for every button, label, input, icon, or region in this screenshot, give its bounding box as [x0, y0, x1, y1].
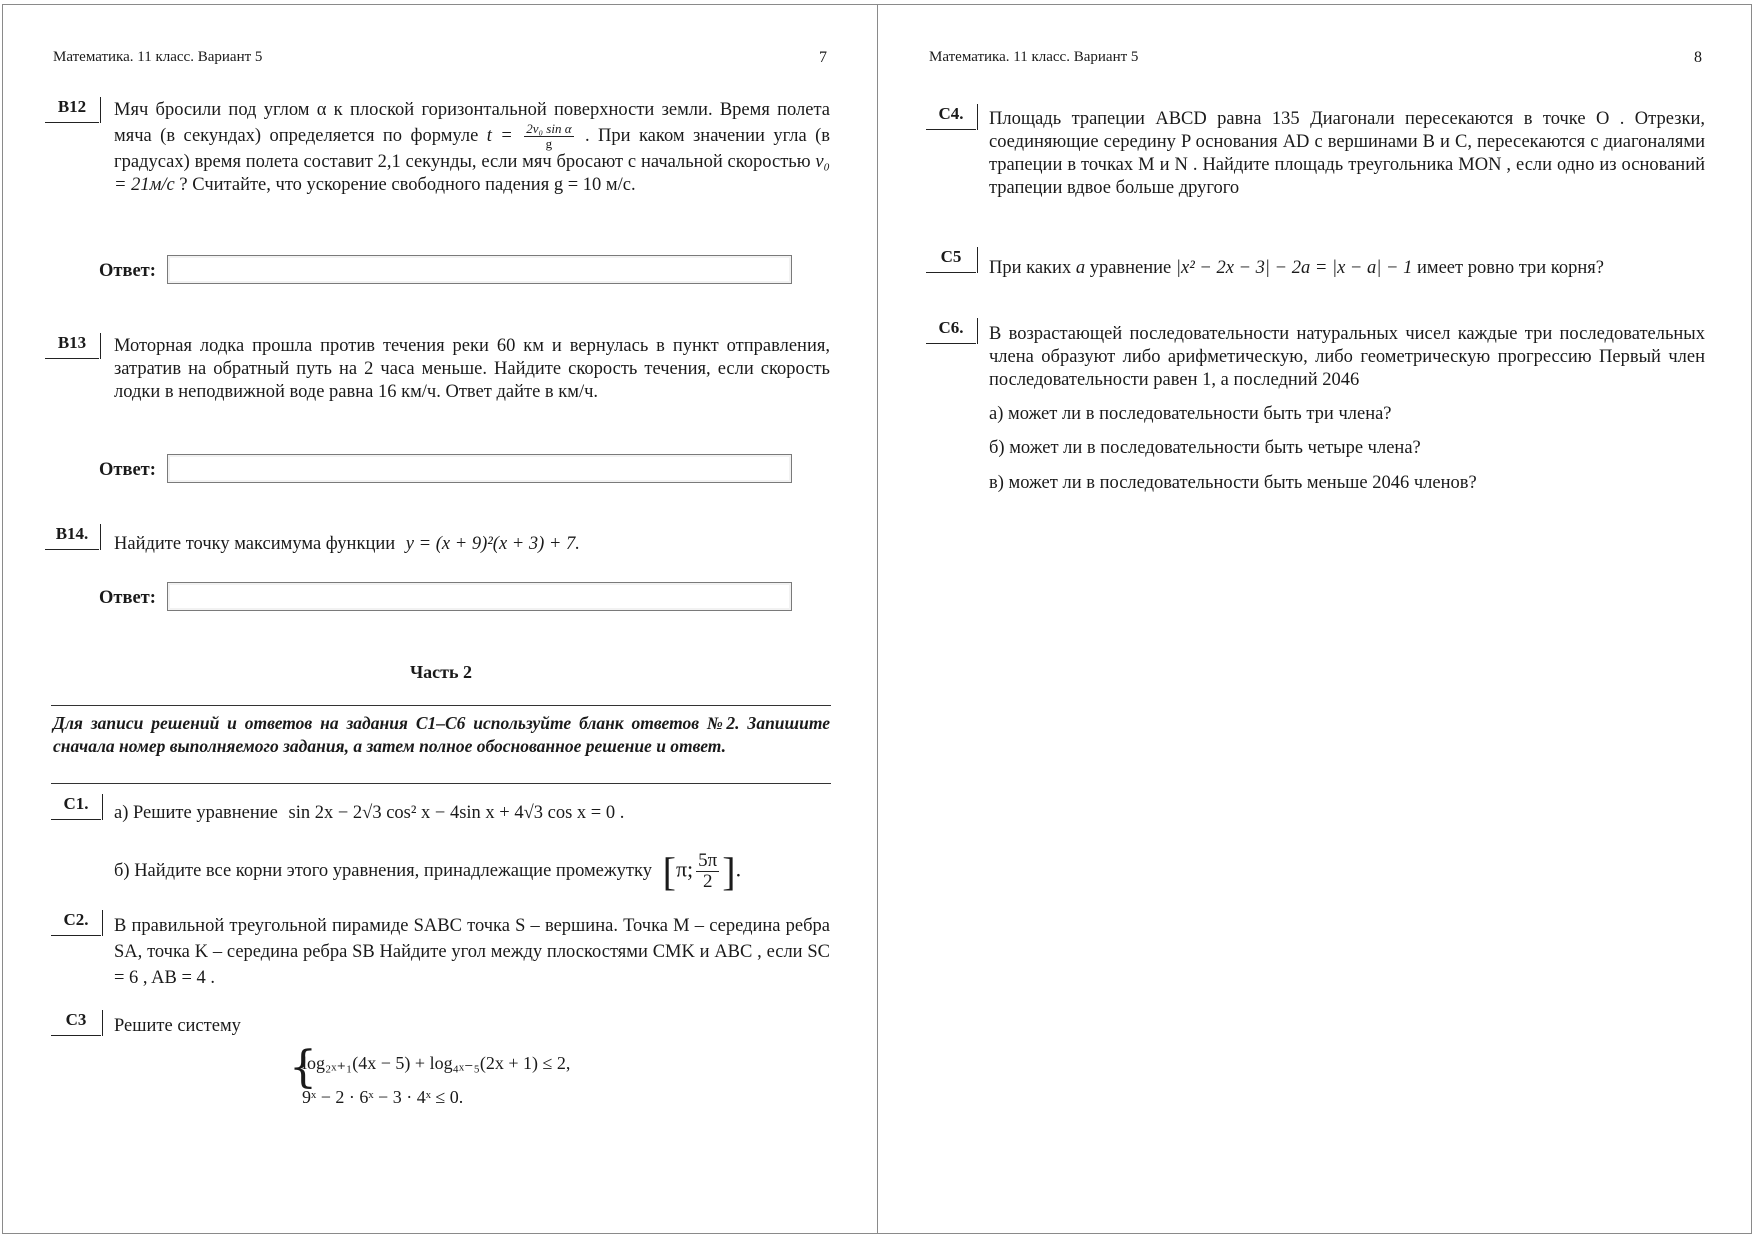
c3-line1: log₂ₓ₊₁(4x − 5) + log₄ₓ₋₅(2x + 1) ≤ 2,: [302, 1053, 571, 1073]
label-divider: [102, 910, 103, 936]
c1-a-text: а) Решите уравнение: [114, 803, 278, 823]
task-c4-text: Площадь трапеции ABCD равна 135 Диагонали пересекаются в точке O . Отрезки, соединяющие середину P основания AD с вершинами B и C, пересекаются с диагоналями трапеции в точках M и N . Найдите площадь треугольника MON , если одно из оснований трапеции вдвое больше другого: [989, 109, 1705, 198]
task-c2-text: В правильной треугольной пирамиде SABC точка S – вершина. Точка M – середина ребра SA, точка K – середина ребра SB Найдите угол между плоскостями CMK и ABC , если SC = 6 , AB = 4 .: [114, 916, 830, 988]
answer-field-b13[interactable]: [167, 454, 792, 483]
b12-formula-fraction: [524, 122, 573, 151]
divider-top: [51, 705, 831, 706]
label-divider: [100, 333, 101, 359]
system-brace: {: [289, 1042, 317, 1093]
label-divider: [977, 247, 978, 273]
part2-title: Часть 2: [409, 662, 473, 682]
part2-instructions: Для записи решений и ответов на задания С1–С6 используйте бланк ответов №2. Запишите сначала номер выполняемого задания, а затем полное обоснованное решение и ответ.: [53, 713, 830, 756]
answer-label-b12: Ответ:: [99, 261, 156, 281]
c5-text-a: При каких: [989, 258, 1072, 278]
answer-field-b12[interactable]: [167, 255, 792, 284]
bracket-left: [: [662, 849, 676, 894]
b14-text: Найдите точку максимума функции: [114, 534, 396, 554]
label-divider: [102, 794, 103, 820]
c5-text-c: имеет ровно три корня?: [1416, 258, 1604, 278]
label-divider: [102, 1010, 103, 1036]
task-c5-text: [989, 257, 1705, 280]
task-label-c1: C1.: [51, 794, 101, 820]
task-label-c5: C5: [926, 247, 976, 273]
b12-text-b: . При каком значении угла (в градусах) время полета составит 2,1 секунды, если мяч бросают с начальной скоростью: [114, 125, 830, 172]
c6-question-a: а) может ли в последовательности быть три члена?: [989, 404, 1392, 424]
answer-field-b14[interactable]: [167, 582, 792, 611]
task-label-b14: B14.: [45, 524, 99, 550]
task-label-b13: B13: [45, 333, 99, 359]
task-label-c4: C4.: [926, 104, 976, 130]
label-divider: [100, 97, 101, 123]
b12-formula-lhs: t =: [486, 125, 513, 146]
b12-formula-num: 2v₀ sin α: [526, 121, 572, 136]
label-divider: [977, 318, 978, 344]
divider-bottom: [51, 783, 831, 784]
b12-text-c: ? Считайте, что ускорение свободного падения g = 10 м/с.: [179, 175, 636, 195]
task-label-b12: B12: [45, 97, 99, 123]
c1-b-text: б) Найдите все корни этого уравнения, принадлежащие промежутку: [114, 860, 652, 881]
page-number: 8: [1694, 49, 1702, 66]
page-header: Математика. 11 класс. Вариант 5: [53, 49, 263, 65]
c1-a-formula: sin 2x − 2√3 cos² x − 4sin x + 4√3 cos x = 0 .: [288, 803, 625, 823]
label-divider: [100, 524, 101, 550]
task-c3-text: Решите систему: [114, 1016, 241, 1036]
task-label-c3: C3: [51, 1010, 101, 1036]
page-right: [877, 4, 1752, 1234]
page-header: Математика. 11 класс. Вариант 5: [929, 49, 1139, 65]
c6-question-c: в) может ли в последовательности быть меньше 2046 членов?: [989, 473, 1477, 493]
c5-text-b: уравнение: [1089, 258, 1172, 278]
task-label-c6: C6.: [926, 318, 976, 344]
task-b12-text: [114, 99, 830, 197]
b14-formula: y = (x + 9)²(x + 3) + 7.: [405, 534, 580, 554]
answer-label-b13: Ответ:: [99, 460, 156, 480]
c5-formula: |x² − 2x − 3| − 2a = |x − a| − 1: [1175, 258, 1413, 278]
c1-interval-den: 2: [702, 871, 713, 892]
task-b14-text: [114, 533, 830, 556]
page-number: 7: [819, 49, 827, 66]
task-b13-text: Моторная лодка прошла против течения реки 60 км и вернулась в пункт отправления, затратив на обратный путь на 2 часа меньше. Найдите скорость течения, если скорость лодки в неподвижной воде равна 16 км/ч. Ответ дайте в км/ч.: [114, 336, 830, 402]
c1-interval-fraction: [696, 851, 719, 892]
b12-formula-den: g: [545, 136, 553, 151]
task-c1-part-a: [114, 802, 830, 825]
c5-var: a: [1075, 258, 1086, 278]
c1-interval: [π; $\frac{5\pi}{2}$ ].: [662, 849, 742, 894]
task-c6-text: В возрастающей последовательности натуральных чисел каждые три последовательных члена образуют либо арифметическую, либо геометрическую прогрессию Первый член последовательности равен 1, а последний 2046: [989, 324, 1705, 390]
c1-interval-num: 5π: [698, 850, 718, 871]
b12-v0: v₀ = 21м/с: [114, 152, 830, 195]
answer-label-b14: Ответ:: [99, 588, 156, 608]
c3-line2: 9ˣ − 2 · 6ˣ − 3 · 4ˣ ≤ 0.: [302, 1087, 464, 1107]
page-left: [2, 4, 878, 1234]
label-divider: [977, 104, 978, 130]
bracket-right: ]: [722, 849, 736, 894]
task-c1-part-b: [114, 851, 830, 892]
b12-text-a: Мяч бросили под углом α к плоской горизонтальной поверхности земли. Время полета мяча (в секундах) определяется по формуле: [114, 100, 830, 146]
c6-question-b: б) может ли в последовательности быть четыре члена?: [989, 438, 1421, 458]
task-label-c2: C2.: [51, 910, 101, 936]
c1-interval-left: π;: [675, 856, 694, 882]
